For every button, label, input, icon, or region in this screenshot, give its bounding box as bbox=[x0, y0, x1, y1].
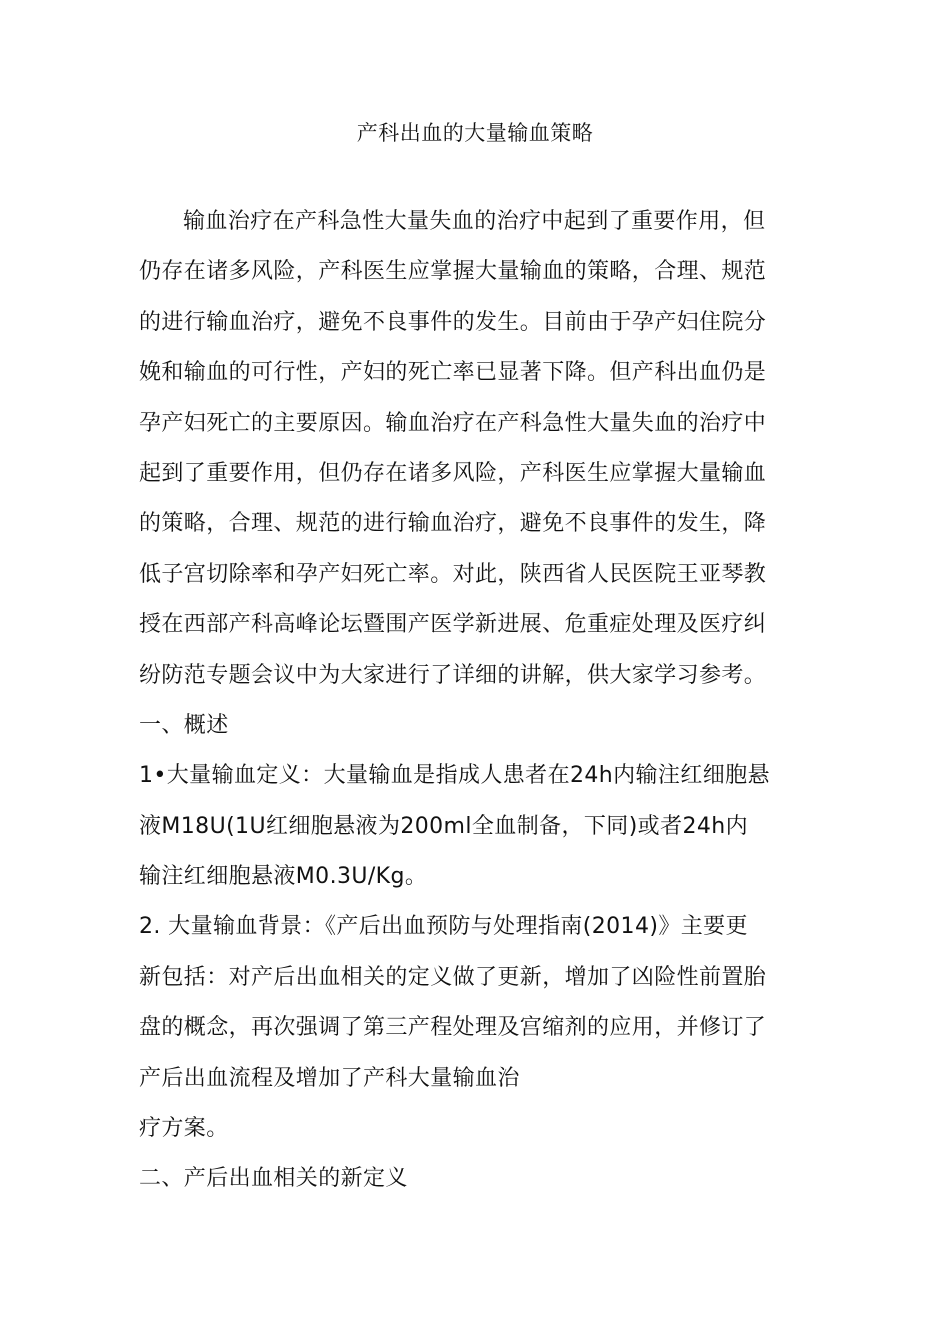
paragraph-line: 的策略，合理、规范的进行输血治疗，避免不良事件的发生，降 bbox=[139, 511, 767, 537]
background-line: 疗方案。 bbox=[139, 1116, 229, 1142]
document-body bbox=[139, 203, 807, 1211]
paragraph-line: 仍存在诸多风险，产科医生应掌握大量输血的策略，合理、规范 bbox=[139, 259, 767, 285]
paragraph-line: 授在西部产科高峰论坛暨围产医学新进展、危重症处理及医疗纠 bbox=[139, 612, 767, 638]
paragraph-line: 起到了重要作用，但仍存在诸多风险，产科医生应掌握大量输血 bbox=[139, 460, 767, 486]
section-heading-overview: 一、概述 bbox=[139, 712, 229, 738]
paragraph-line: 的进行输血治疗，避免不良事件的发生。目前由于孕产妇住院分 bbox=[139, 309, 767, 335]
paragraph-line: 娩和输血的可行性，产妇的死亡率已显著下降。但产科出血仍是 bbox=[139, 360, 767, 386]
definition-line: 1•大量输血定义：大量输血是指成人患者在24h内输注红细胞悬 bbox=[139, 763, 770, 789]
paragraph-line: 输血治疗在产科急性大量失血的治疗中起到了重要作用，但 bbox=[183, 209, 766, 234]
paragraph-line: 纷防范专题会议中为大家进行了详细的讲解，供大家学习参考。 bbox=[139, 662, 767, 688]
paragraph-line: 孕产妇死亡的主要原因。输血治疗在产科急性大量失血的治疗中 bbox=[139, 410, 767, 436]
background-line: 盘的概念，再次强调了第三产程处理及宫缩剂的应用，并修订了 bbox=[139, 1015, 767, 1041]
section-heading-new-definitions: 二、产后出血相关的新定义 bbox=[139, 1166, 408, 1192]
definition-line: 输注红细胞悬液M0.3U/Kg。 bbox=[139, 864, 428, 890]
background-line: 新包括：对产后出血相关的定义做了更新，增加了凶险性前置胎 bbox=[139, 964, 767, 990]
background-line: 产后出血流程及增加了产科大量输血治 bbox=[139, 1065, 520, 1091]
document-title: 产科出血的大量输血策略 bbox=[356, 121, 594, 145]
definition-line: 液M18U(1U红细胞悬液为200ml全血制备，下同)或者24h内 bbox=[139, 813, 749, 839]
background-line: 2. 大量输血背景：《产后出血预防与处理指南(2014)》主要更 bbox=[139, 914, 748, 940]
paragraph-line: 低子宫切除率和孕产妇死亡率。对此，陕西省人民医院王亚琴教 bbox=[139, 561, 767, 587]
